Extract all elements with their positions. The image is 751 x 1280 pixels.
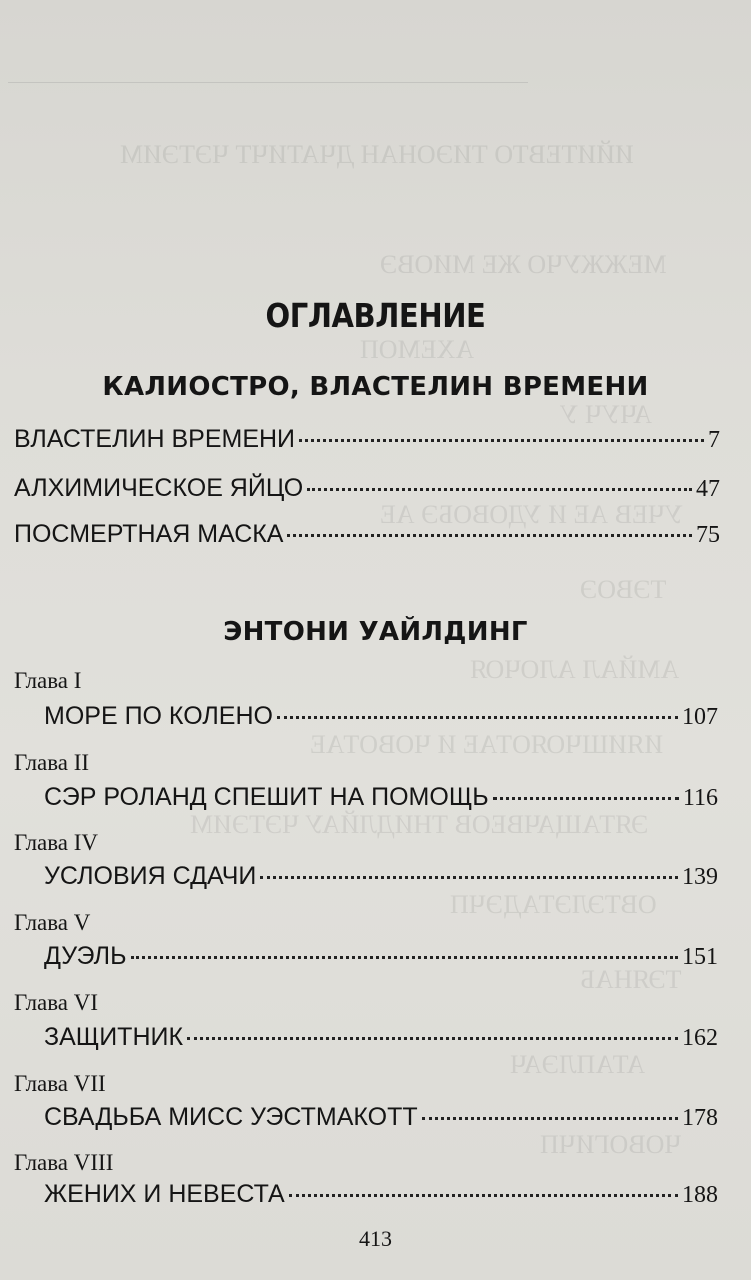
toc-entry-title: СВАДЬБА МИСС УЭСТМАКОТТ	[44, 1103, 418, 1131]
toc-entry-title: АЛХИМИЧЕСКОЕ ЯЙЦО	[14, 474, 304, 502]
page-title: ОГЛАВЛЕНИЕ	[265, 296, 486, 335]
chapter-label: Глава I	[14, 668, 82, 693]
toc-entry-page: 139	[682, 864, 718, 890]
show-through-text: УЧЕВ АЕ И УДОВОБЭ АЕ	[380, 500, 684, 529]
chapter-label: Глава VII	[14, 1071, 106, 1096]
toc-entry-title: ЖЕНИХ И НЕВЕСТА	[44, 1180, 285, 1208]
chapter-label: Глава VIII	[14, 1150, 114, 1175]
section-title: ЭНТОНИ УАЙЛДИНГ	[223, 617, 528, 647]
chapter-label: Глава VI	[14, 990, 99, 1015]
toc-entry-page: 75	[696, 522, 720, 548]
toc-entry-title: ДУЭЛЬ	[44, 942, 127, 970]
page-number: 413	[359, 1226, 392, 1251]
show-through-text: ИЙИТЕВТО ТИЭОНАН ДЧАТИЧТ ЧЭТЭИМ	[120, 140, 634, 169]
chapter-label: Глава IV	[14, 830, 99, 855]
toc-entry[interactable]	[14, 425, 720, 454]
chapter-label: Глава V	[14, 910, 91, 935]
dot-leader	[307, 488, 692, 491]
section-title: КАЛИОСТРО, ВЛАСТЕЛИН ВРЕМЕНИ	[102, 372, 649, 402]
show-through-text: ЭЯТАЩАЧВЕОВ ТНИДЛЙАУ ЧЭТЭИМ	[190, 810, 649, 839]
show-through-rule	[8, 82, 528, 83]
dot-leader	[187, 1037, 678, 1040]
toc-entry-page: 47	[696, 476, 720, 502]
toc-entry[interactable]	[44, 702, 718, 731]
toc-entry-title: СЭР РОЛАНД СПЕШИТ НА ПОМОЩЬ	[44, 783, 489, 811]
show-through-text: МЕЖЖУЧО ЖЕ МИОВЭ	[380, 250, 667, 279]
show-through-text: ТЭЯНАБ	[580, 965, 682, 994]
show-through-text: ТЭВОЭ	[580, 575, 667, 604]
dot-leader	[299, 439, 704, 442]
toc-entry[interactable]	[44, 1180, 718, 1209]
toc-entry-title: ПОСМЕРТНАЯ МАСКА	[14, 520, 284, 548]
dot-leader	[287, 534, 692, 537]
show-through-text: АЧУЧ У	[560, 400, 652, 429]
toc-entry-title: УСЛОВИЯ СДАЧИ	[44, 862, 257, 890]
toc-entry[interactable]	[44, 942, 718, 971]
dot-leader	[260, 876, 678, 879]
toc-entry-page: 188	[682, 1182, 718, 1208]
toc-entry-page: 7	[708, 427, 720, 453]
toc-entry[interactable]	[44, 1103, 718, 1132]
dot-leader	[422, 1117, 678, 1120]
show-through-text: ОВТЭЛЭТАДЭЧП	[450, 890, 657, 919]
show-through-text: АМЙАЛ АЛОЧОЯ	[470, 655, 680, 684]
dot-leader	[277, 716, 678, 719]
toc-entry-page: 162	[682, 1025, 718, 1051]
chapter-label: Глава II	[14, 750, 90, 775]
dot-leader	[493, 797, 679, 800]
toc-entry-title: ВЛАСТЕЛИН ВРЕМЕНИ	[14, 425, 296, 453]
toc-entry[interactable]	[14, 474, 720, 503]
toc-entry-title: ЗАЩИТНИК	[44, 1023, 184, 1051]
toc-entry-page: 116	[682, 785, 718, 811]
show-through-text: АТАПЛЭАЧ	[510, 1050, 646, 1079]
dot-leader	[289, 1194, 678, 1197]
dot-leader	[131, 956, 679, 959]
toc-entry-page: 151	[682, 944, 718, 970]
toc-entry-page: 107	[682, 704, 718, 730]
show-through-text: ИЯИШЧОЯОТАЕ И ЧОВОТАЕ	[310, 730, 664, 759]
toc-entry-title: МОРЕ ПО КОЛЕНО	[44, 702, 273, 730]
toc-entry-page: 178	[682, 1105, 718, 1131]
show-through-text: ЧОВОГИЧП	[540, 1130, 682, 1159]
toc-entry[interactable]	[44, 783, 718, 812]
toc-entry[interactable]	[14, 520, 720, 549]
show-through-text: АХЕМОП	[360, 335, 475, 364]
toc-entry[interactable]	[44, 1023, 718, 1052]
toc-entry[interactable]	[44, 862, 718, 891]
